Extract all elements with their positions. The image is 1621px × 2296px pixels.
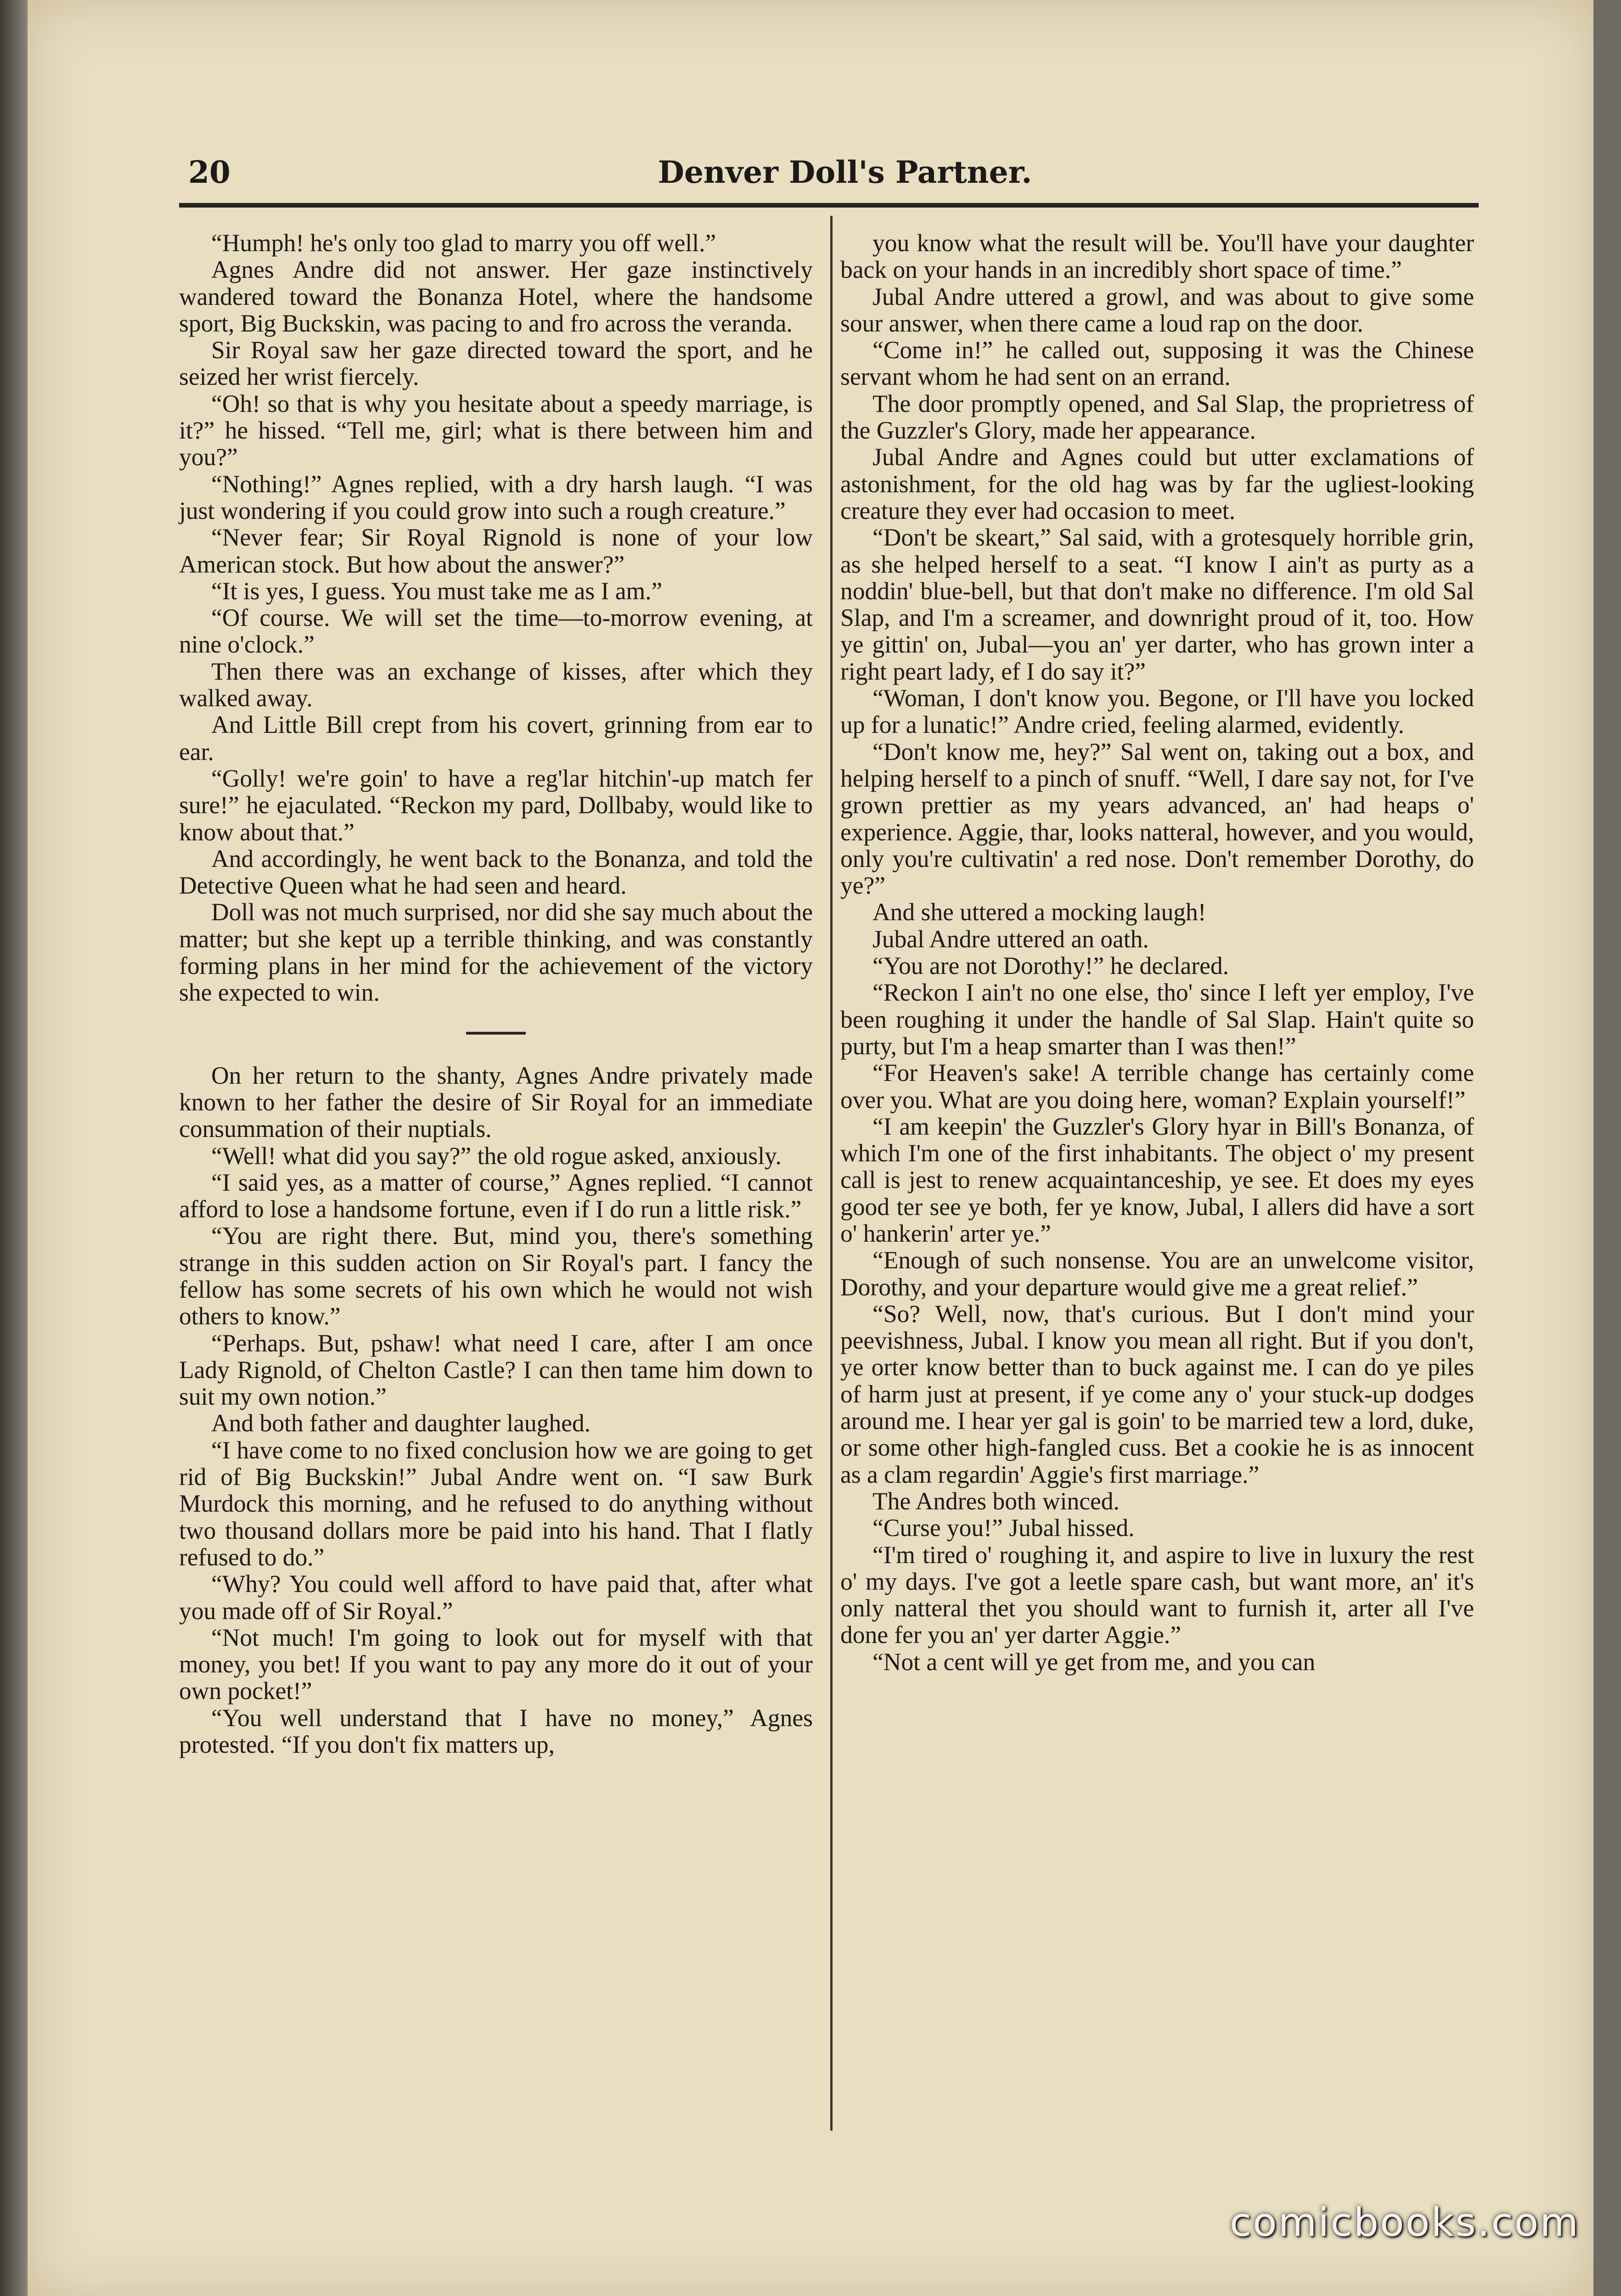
paragraph: “You are not Dorothy!” he declared. [872,952,1229,980]
paragraph: And Little Bill crept from his covert, grinning from ear to ear. [179,711,813,765]
paragraph: And accordingly, he went back to the Bonanza, and told the Detective Queen what he had seen and heard. [179,844,813,900]
paragraph: Jubal Andre and Agnes could but utter exclamations of astonishment, for the old hag was by far the ugliest-looking creature they ever had occasion to meet. [840,443,1474,524]
paragraph: “Why? You could well afford to have paid that, after what you made off of Sir Royal.” [179,1570,813,1625]
paragraph: “Not much! I'm going to look out for myself with that money, you bet! If you want to pay any more do it out of your own pocket!” [179,1623,813,1705]
paragraph: “Curse you!” Jubal hissed. [872,1514,1135,1542]
paragraph: Doll was not much surprised, nor did she say much about the matter; but she kept up a terrible thinking, and was constantly forming plans in her mind for the achievement of the victory she expected to win. [179,898,813,1007]
section-divider [466,1032,526,1035]
page-header [156,152,1488,207]
right-column [840,230,1474,1675]
paragraph: “Woman, I don't know you. Begone, or I'll have you locked up for a lunatic!” Andre cried, feeling alarmed, evidently. [840,684,1474,739]
paragraph: And both father and daughter laughed. [211,1409,591,1437]
left-column-section-2 [179,1062,813,1758]
paragraph: “I am keepin' the Guzzler's Glory hyar in Bill's Bonanza, of which I'm one of the first inhabitants. The object o' my present call is jest to renew acquaintanceship, ye see. Et does my eyes good ter see ye both, fer ye know, Jubal, I allers did have a sort o' hankerin' arter ye.” [840,1112,1474,1247]
paragraph: “I have come to no fixed conclusion how we are going to get rid of Big Buckskin!” Jubal Andre went on. “I saw Burk Murdock this morning, and he refused to do anything without two thousand dollars more be paid into his hand. That I flatly refused to do.” [179,1436,813,1571]
column-divider [830,216,833,2131]
paragraph: “Humph! he's only too glad to marry you off well.” [211,229,716,257]
paragraph: Jubal Andre uttered a growl, and was about to give some sour answer, when there came a loud rap on the door. [840,282,1474,337]
paragraph: “You are right there. But, mind you, there's something strange in this sudden action on Sir Royal's part. I fancy the fellow has some secrets of his own which he would not wish others to know.” [179,1222,813,1330]
right-column-section [840,230,1474,1675]
paragraph: The door promptly opened, and Sal Slap, the proprietress of the Guzzler's Glory, made her appearance. [840,389,1474,445]
paragraph: Then there was an exchange of kisses, after which they walked away. [179,657,813,712]
paragraph: “Nothing!” Agnes replied, with a dry harsh laugh. “I was just wondering if you could grow into such a rough creature.” [179,470,813,524]
paragraph: “Enough of such nonsense. You are an unwelcome visitor, Dorothy, and your departure would give me a great relief.” [840,1246,1474,1301]
paragraph: “Don't be skeart,” Sal said, with a grotesquely horrible grin, as she helped herself to a seat. “I know I ain't as purty as a noddin' blue-bell, but that don't make no difference. I'm old Sal Slap, and I'm a screamer, and downright proud of it, too. How ye gittin' on, Jubal—you an' yer darter, who has grown inter a right peart lady, ef I do say it?” [840,523,1474,685]
paragraph: The Andres both winced. [872,1487,1120,1515]
paragraph: “So? Well, now, that's curious. But I don't mind your peevishness, Jubal. I know you mean all right. But if you don't, ye orter know better than to buck against me. I can do ye piles of harm just at present, if ye come any o' your stuck-up dodges around me. I hear yer gal is goin' to be married tew a lord, duke, or some other high-fangled cuss. Bet a cookie he is as innocent as a clam regardin' Aggie's first marriage.” [840,1300,1474,1488]
paragraph: “I'm tired o' roughing it, and aspire to live in luxury the rest o' my days. I've got a leetle spare cash, but want more, an' it's only natteral thet you should want to furnish it, arter all I've done fer you an' yer darter Aggie.” [840,1541,1474,1649]
paragraph: you know what the result will be. You'll have your daughter back on your hands in an incredibly short space of time.” [840,229,1474,284]
paragraph: “Don't know me, hey?” Sal went on, taking out a box, and helping herself to a pinch of snuff. “Well, I dare say not, for I've grown prettier as my years advanced, an' had heaps o' experience. Aggie, thar, looks natteral, however, and you would, only you're cultivatin' a red nose. Don't remember Dorothy, do ye?” [840,737,1474,900]
page-number: 20 [188,154,231,190]
paragraph: Sir Royal saw her gaze directed toward the sport, and he seized her wrist fiercely. [179,336,813,391]
paragraph: “Not a cent will ye get from me, and you can [872,1648,1316,1676]
paragraph: “Golly! we're goin' to have a reg'lar hitchin'-up match fer sure!” he ejaculated. “Reckon my pard, Dollbaby, would like to know about that.” [179,764,813,846]
paragraph: “Perhaps. But, pshaw! what need I care, after I am once Lady Rignold, of Chelton Castle? I can then tame him down to suit my own notion.” [179,1329,813,1411]
page-edge [0,0,28,2296]
paragraph: “Well! what did you say?” the old rogue asked, anxiously. [211,1142,782,1170]
paragraph: On her return to the shanty, Agnes Andre privately made known to her father the desire of Sir Royal for an immediate consummation of their nuptials. [179,1061,813,1143]
paragraph: “Come in!” he called out, supposing it was the Chinese servant whom he had sent on an errand. [840,336,1474,391]
paragraph: “Of course. We will set the time—to-morrow evening, at nine o'clock.” [179,604,813,658]
paragraph: “I said yes, as a matter of course,” Agnes replied. “I cannot afford to lose a handsome fortune, even if I do run a little risk.” [179,1168,813,1223]
left-column-section-1 [179,230,813,1006]
header-rule [179,203,1479,208]
paragraph: “It is yes, I guess. You must take me as I am.” [211,577,663,605]
paragraph: “Oh! so that is why you hesitate about a speedy marriage, is it?” he hissed. “Tell me, girl; what is there between him and you?” [179,389,813,471]
paragraph: “Reckon I ain't no one else, tho' since I left yer employ, I've been roughing it under the handle of Sal Slap. Hain't quite so purty, but I'm a heap smarter than I was then!” [840,979,1474,1060]
paragraph: And she uttered a mocking laugh! [872,898,1206,926]
left-column [179,230,813,1758]
paragraph: “For Heaven's sake! A terrible change has certainly come over you. What are you doing here, woman? Explain yourself!” [840,1059,1474,1114]
paragraph: “You well understand that I have no money,” Agnes protested. “If you don't fix matters up, [179,1704,813,1759]
paragraph: “Never fear; Sir Royal Rignold is none of your low American stock. But how about the answer?” [179,523,813,578]
running-title: Denver Doll's Partner. [658,154,1032,190]
paragraph: Agnes Andre did not answer. Her gaze instinctively wandered toward the Bonanza Hotel, where the handsome sport, Big Buckskin, was pacing to and fro across the veranda. [179,256,813,337]
paragraph: Jubal Andre uttered an oath. [872,925,1149,953]
watermark-text: comicbooks.com [1229,2200,1580,2245]
